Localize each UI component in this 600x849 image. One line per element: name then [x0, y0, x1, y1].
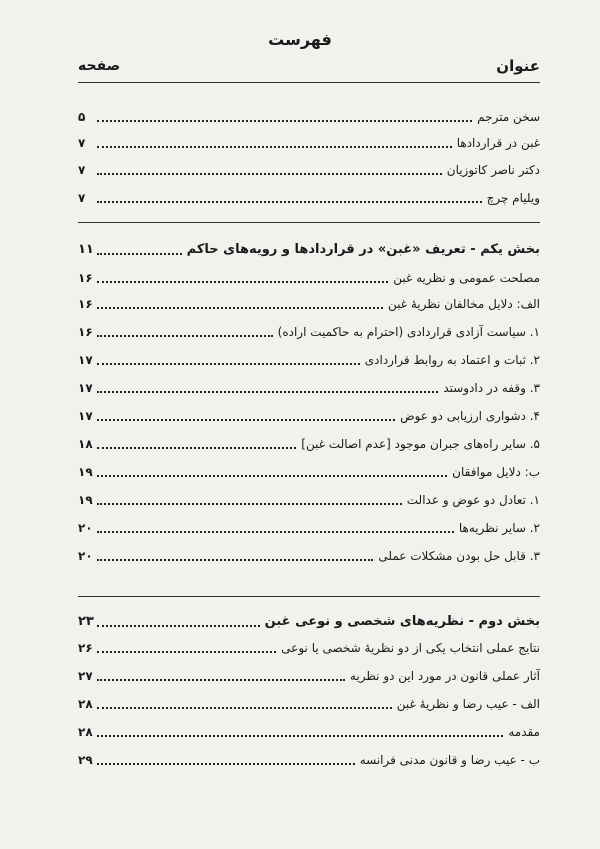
toc-entry-title: ۲. سایر نظریه‌ها	[458, 521, 540, 535]
dot-leader	[97, 475, 447, 477]
dot-leader	[97, 763, 355, 765]
toc-row	[78, 402, 540, 424]
toc-row	[78, 542, 540, 564]
toc-entry-title: نتایج عملی انتخاب یکی از دو نظریهٔ شخصی یا نوعی	[281, 641, 540, 655]
toc-page-number: ۲۰	[78, 549, 93, 563]
toc-page-number: ۱۶	[78, 325, 93, 339]
toc-entry-title: مقدمه	[508, 725, 540, 739]
page-column-label: صفحه	[78, 58, 121, 74]
toc-entry-title: ب: دلایل موافقان	[452, 465, 540, 479]
dot-leader	[97, 707, 392, 709]
header-rule	[78, 82, 540, 83]
toc-row	[78, 290, 540, 312]
toc-row	[78, 103, 540, 125]
toc-section-row	[78, 236, 540, 258]
toc-entry-title: ۴. دشواری ارزیابی دو عوض	[400, 409, 540, 423]
toc-page-number: ۱۹	[78, 493, 93, 507]
toc-page-number: ۱۷	[78, 409, 93, 423]
dot-leader	[97, 363, 360, 365]
section-divider	[78, 222, 540, 223]
toc-page-number: ۷	[78, 136, 86, 150]
title-column-label: عنوان	[496, 57, 540, 75]
toc-row	[78, 718, 540, 740]
column-header	[78, 54, 540, 78]
toc-row	[78, 318, 540, 340]
toc-page-number: ۲۷	[78, 669, 93, 683]
dot-leader	[97, 201, 482, 203]
toc-entry-title: ۵. سایر راه‌های جبران موجود [عدم اصالت غبن]	[301, 437, 540, 451]
toc-page-number: ۱۷	[78, 353, 93, 367]
toc-entry-title: ۳. قابل حل بودن مشکلات عملی	[378, 549, 540, 563]
dot-leader	[97, 335, 273, 337]
dot-leader	[97, 531, 454, 533]
dot-leader	[97, 120, 472, 122]
toc-entry-title: بخش دوم - نظریه‌های شخصی و نوعی غبن	[264, 614, 540, 629]
toc-page-number: ۱۶	[78, 271, 93, 285]
dot-leader	[97, 173, 442, 175]
dot-leader	[97, 625, 260, 627]
dot-leader	[97, 679, 345, 681]
page-title: فهرست	[268, 30, 332, 49]
toc-entry-title: الف - عیب رضا و نظریهٔ غبن	[396, 697, 540, 711]
toc-entry-title: ۱. تعادل دو عوض و عدالت	[406, 493, 540, 507]
toc-page-number: ۲۰	[78, 521, 93, 535]
dot-leader	[97, 447, 296, 449]
dot-leader	[97, 559, 373, 561]
toc-row	[78, 746, 540, 768]
toc-entry-title: غبن در قراردادها	[456, 136, 540, 150]
toc-page-number: ۷	[78, 191, 86, 205]
toc-entry-title: ۲. ثبات و اعتماد به روابط قراردادی	[364, 353, 540, 367]
toc-row	[78, 514, 540, 536]
toc-row	[78, 486, 540, 508]
toc-entry-title: ۳. وقفه در دادوستد	[443, 381, 540, 395]
toc-page-number: ۲۳	[78, 614, 94, 629]
toc-entry-title: سخن مترجم	[477, 110, 540, 124]
toc-row	[78, 184, 540, 206]
dot-leader	[97, 503, 402, 505]
dot-leader	[97, 735, 503, 737]
toc-page-number: ۲۸	[78, 725, 93, 739]
toc-page-number: ۲۸	[78, 697, 93, 711]
toc-row	[78, 264, 540, 286]
dot-leader	[97, 391, 438, 393]
toc-entry-title: آثار عملی قانون در مورد این دو نظریه	[349, 669, 540, 683]
toc-section-row	[78, 608, 540, 630]
toc-page-number: ۷	[78, 163, 86, 177]
toc-entry-title: دکتر ناصر کاتوزیان	[446, 163, 540, 177]
toc-entry-title: الف: دلایل مخالفان نظریهٔ غبن	[388, 297, 540, 311]
toc-row	[78, 690, 540, 712]
dot-leader	[97, 146, 452, 148]
toc-entry-title: ۱. سیاست آزادی قراردادی (احترام به حاکمیت اراده)	[277, 325, 540, 339]
toc-page-number: ۱۹	[78, 465, 93, 479]
dot-leader	[97, 281, 388, 283]
toc-page-number: ۱۱	[78, 242, 94, 257]
dot-leader	[97, 651, 276, 653]
toc-entry-title: بخش یکم - تعریف «غبن» در قراردادها و رویه‌های حاکم	[186, 242, 540, 257]
dot-leader	[97, 419, 395, 421]
toc-page-number: ۵	[78, 110, 86, 124]
toc-row	[78, 458, 540, 480]
toc-entry-title: ب - عیب رضا و قانون مدنی فرانسه	[359, 753, 540, 767]
toc-row	[78, 634, 540, 656]
toc-page-number: ۱۷	[78, 381, 93, 395]
toc-row	[78, 374, 540, 396]
toc-row	[78, 346, 540, 368]
toc-entry-title: ویلیام چرچ	[486, 191, 540, 205]
toc-row	[78, 662, 540, 684]
dot-leader	[97, 307, 383, 309]
toc-row	[78, 156, 540, 178]
toc-row	[78, 430, 540, 452]
toc-page-number: ۲۹	[78, 753, 93, 767]
toc-page-number: ۲۶	[78, 641, 93, 655]
toc-entry-title: مصلحت عمومی و نظریه غبن	[393, 271, 540, 285]
section-divider	[78, 596, 540, 597]
dot-leader	[97, 253, 182, 255]
toc-page-number: ۱۶	[78, 297, 93, 311]
toc-row	[78, 129, 540, 151]
toc-page-number: ۱۸	[78, 437, 93, 451]
